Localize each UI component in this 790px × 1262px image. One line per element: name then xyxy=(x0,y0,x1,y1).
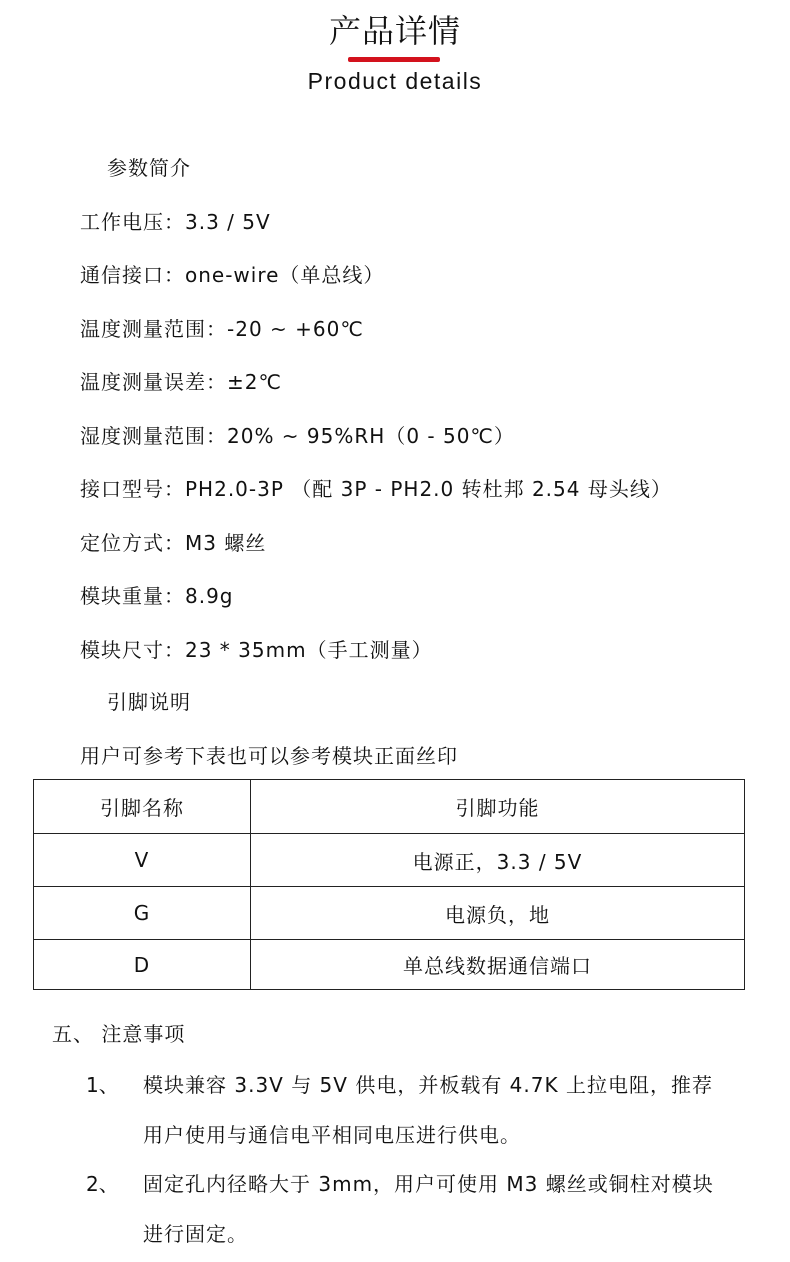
param-temp-range: 温度测量范围：-20 ~ +60℃ xyxy=(80,317,364,341)
param-voltage: 工作电压：3.3 / 5V xyxy=(80,210,271,234)
params-heading: 参数简介 xyxy=(107,156,191,180)
note-number: 1、 xyxy=(86,1073,119,1097)
pin-table xyxy=(33,779,745,990)
note-number: 2、 xyxy=(86,1172,119,1196)
param-interface: 通信接口：one-wire（单总线） xyxy=(80,263,385,287)
pin-name-cell: G xyxy=(34,887,251,940)
table-row xyxy=(34,887,745,940)
param-size: 模块尺寸：23 * 35mm（手工测量） xyxy=(80,638,433,662)
pin-name-cell: D xyxy=(34,940,251,990)
note-line: 固定孔内径略大于 3mm，用户可使用 M3 螺丝或铜柱对模块 xyxy=(143,1172,714,1196)
pin-function-cell: 电源负，地 xyxy=(251,887,745,940)
page-title: 产品详情 xyxy=(328,12,461,50)
param-mounting: 定位方式：M3 螺丝 xyxy=(80,531,267,555)
col-header-pin-function: 引脚功能 xyxy=(251,780,745,834)
pin-function-cell: 单总线数据通信端口 xyxy=(251,940,745,990)
param-weight: 模块重量：8.9g xyxy=(80,584,234,608)
table-row xyxy=(34,940,745,990)
col-header-pin-name: 引脚名称 xyxy=(34,780,251,834)
note-line: 模块兼容 3.3V 与 5V 供电，并板载有 4.7K 上拉电阻，推荐 xyxy=(143,1073,713,1097)
pin-function-cell: 电源正，3.3 / 5V xyxy=(251,834,745,887)
table-row xyxy=(34,834,745,887)
pin-name-cell: V xyxy=(34,834,251,887)
note-line: 用户使用与通信电平相同电压进行供电。 xyxy=(143,1123,521,1147)
param-connector: 接口型号：PH2.0-3P （配 3P - PH2.0 转杜邦 2.54 母头线） xyxy=(80,477,672,501)
param-humidity-range: 湿度测量范围：20% ~ 95%RH（0 - 50℃） xyxy=(80,424,515,448)
pins-heading: 引脚说明 xyxy=(107,690,191,714)
page-subtitle: Product details xyxy=(307,68,483,94)
notes-heading: 五、 注意事项 xyxy=(52,1022,186,1046)
pins-intro: 用户可参考下表也可以参考模块正面丝印 xyxy=(80,744,458,768)
note-line: 进行固定。 xyxy=(143,1222,248,1246)
table-header-row xyxy=(34,780,745,834)
param-temp-error: 温度测量误差：±2℃ xyxy=(80,370,282,394)
title-underline xyxy=(348,57,440,62)
